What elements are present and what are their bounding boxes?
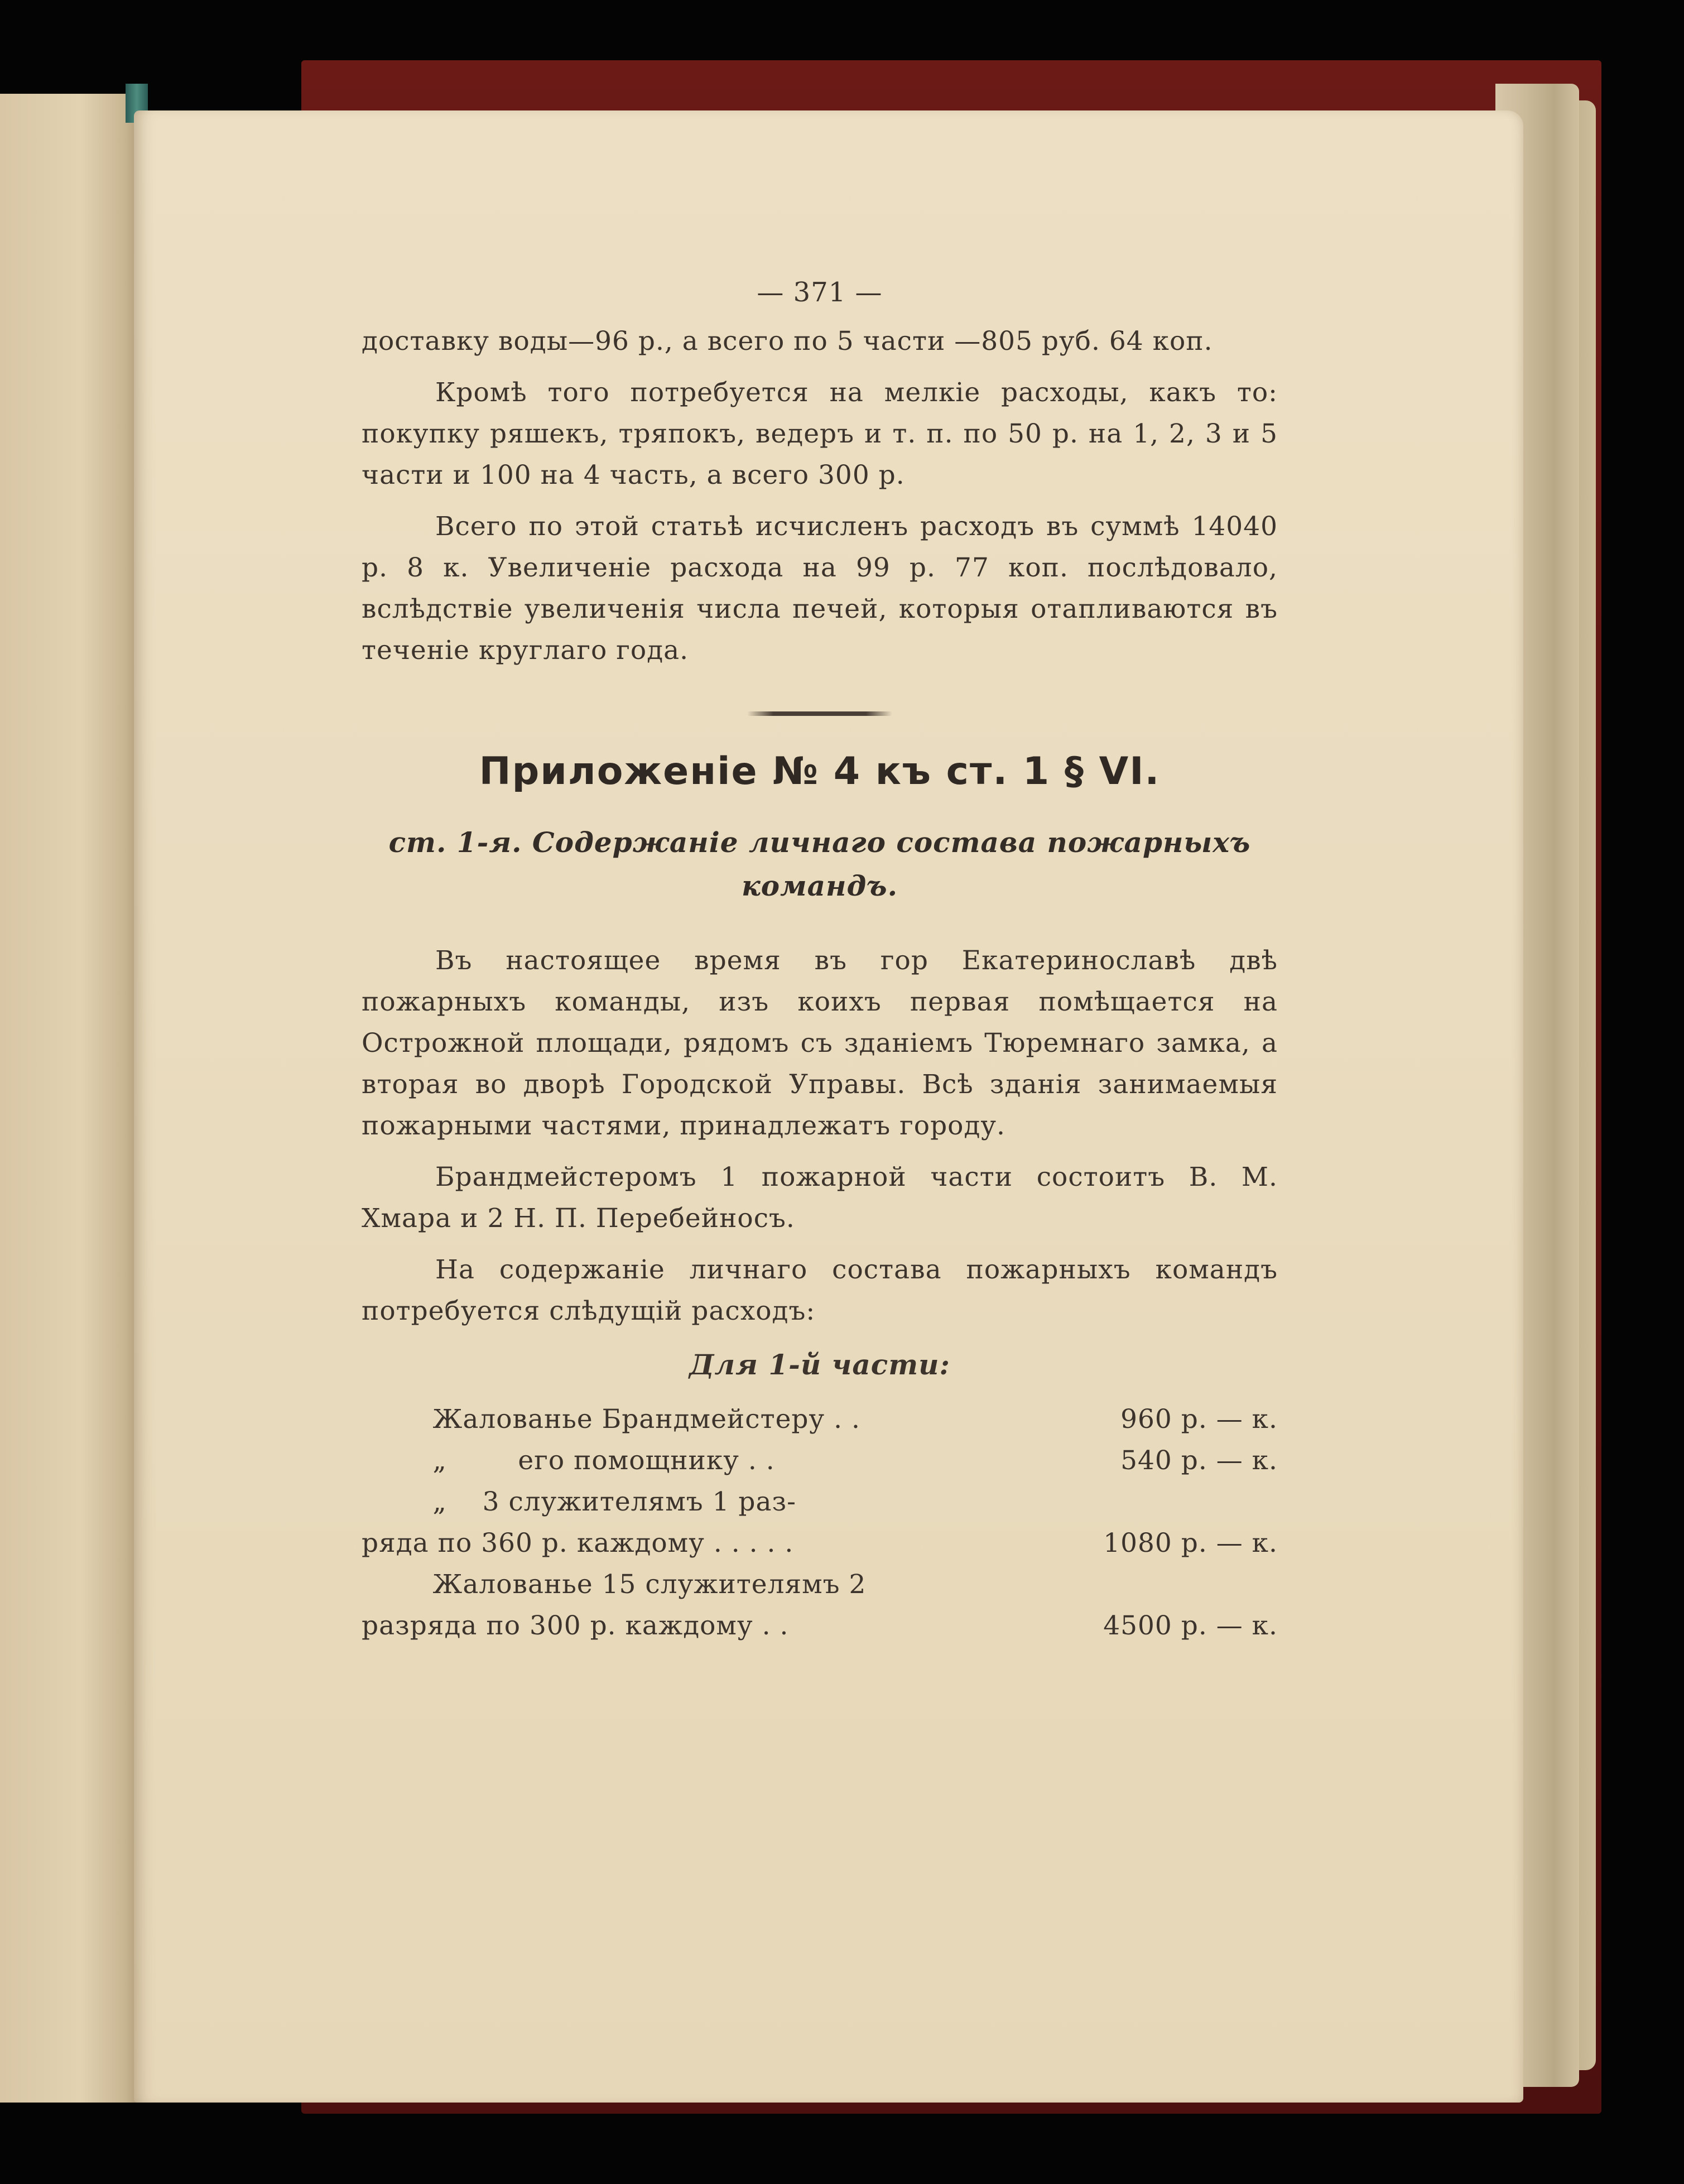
ledger-description: ряда по 360 р. каждому . . . . . — [362, 1528, 794, 1558]
ledger-amount: 1080 р. — к. — [1103, 1528, 1278, 1558]
ledger-row — [362, 1523, 1278, 1564]
paragraph: Всего по этой статьѣ исчисленъ расходъ въ суммѣ 14040 р. 8 к. Увеличеніе расхода на 99 р. 77 коп. послѣдовало, вслѣдствіе увеличенія числа печей, которыя отапливаются въ теченіе круглаго года. — [362, 511, 1278, 666]
ledger-row — [362, 1605, 1278, 1647]
page-content — [362, 272, 1278, 1647]
page-number: — 371 — — [757, 277, 883, 308]
section-heading: Для 1-й части: — [689, 1348, 950, 1381]
section-divider — [747, 711, 892, 716]
ledger-description: „ 3 служителямъ 1 раз- — [362, 1487, 797, 1517]
appendix-title: Приложеніе № 4 къ ст. 1 § VI. — [479, 749, 1161, 793]
article-title: ст. 1-я. Содержаніе личнаго состава пожарныхъ командъ. — [388, 826, 1251, 902]
ledger-row — [362, 1440, 1278, 1481]
ledger-amount: 960 р. — к. — [1120, 1404, 1278, 1435]
ledger-amount: 4500 р. — к. — [1103, 1610, 1278, 1641]
ledger-amount: 540 р. — к. — [1120, 1445, 1278, 1476]
ledger-description: „ его помощнику . . — [362, 1445, 775, 1476]
ledger-description: разряда по 300 р. каждому . . — [362, 1610, 789, 1641]
ledger-row — [362, 1481, 1278, 1523]
ledger-description: Жалованье Брандмейстеру . . — [362, 1404, 860, 1435]
ledger-row — [362, 1399, 1278, 1440]
paragraph: доставку воды—96 р., а всего по 5 части —805 руб. 64 коп. — [362, 326, 1213, 357]
ledger-row — [362, 1564, 1278, 1605]
expense-ledger — [362, 1399, 1278, 1647]
body-paragraph: Въ настоящее время въ гор Екатеринославѣ двѣ пожарныхъ команды, изъ коихъ первая помѣщается на Острожной площади, рядомъ съ зданіемъ Тюремнаго замка, а вторая во дворѣ Городской Управы. Всѣ зданія занимаемыя пожарными частями, принадлежатъ городу. — [362, 945, 1278, 1141]
ledger-description: Жалованье 15 служителямъ 2 — [362, 1569, 867, 1600]
body-paragraph: На содержаніе личнаго состава пожарныхъ командъ потребуется слѣдущій расходъ: — [362, 1254, 1278, 1326]
paragraph: Кромѣ того потребуется на мелкіе расходы, какъ то: покупку ряшекъ, тряпокъ, ведеръ и т. п. по 50 р. на 1, 2, 3 и 5 части и 100 на 4 часть, а всего 300 р. — [362, 377, 1278, 490]
left-page-strip — [0, 94, 146, 2103]
body-paragraph: Брандмейстеромъ 1 пожарной части состоитъ В. М. Хмара и 2 Н. П. Перебейносъ. — [362, 1162, 1278, 1234]
